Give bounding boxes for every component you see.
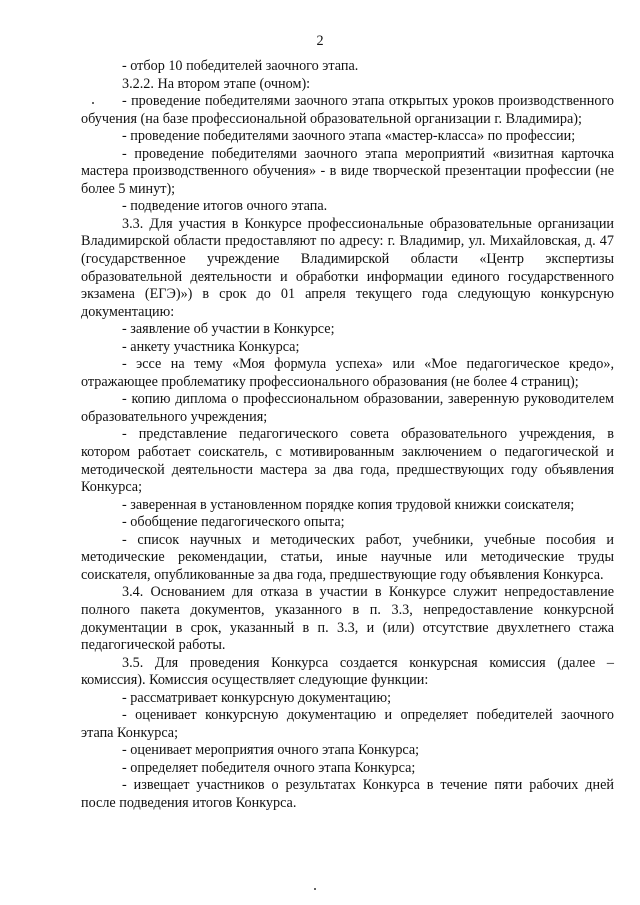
paragraph: - обобщение педагогического опыта; [122, 514, 345, 531]
paragraph: - заверенная в установленном порядке копия трудовой книжки соискателя; [122, 496, 575, 513]
paragraph: 3.4. Основанием для отказа в участии в Конкурсе служит непредоставление полного пакета документов, указанного в п. 3.3, непредоставление конкурсной документации в срок, указанный в п. 3.3, и (или) отсутствие двухлетнего стажа педагогической работы. [81, 584, 614, 654]
paragraph: - оценивает конкурсную документацию и определяет победителей заочного этапа Конкурса; [81, 707, 614, 741]
scan-speck [314, 888, 316, 890]
paragraph: - копию диплома о профессиональном образовании, заверенную руководителем образовательного учреждения; [81, 391, 614, 425]
scan-speck [92, 102, 94, 104]
paragraph: - список научных и методических работ, учебники, учебные пособия и методические рекомендации, статьи, иные научные или методические труды соискателя, опубликованные за два года, предшествующие году объявления Конкурса. [81, 531, 614, 583]
paragraph: - проведение победителями заочного этапа мероприятий «визитная карточка мастера производственного обучения» - в виде творческой презентации профессии (не более 5 минут); [81, 145, 614, 197]
paragraph: - рассматривает конкурсную документацию; [122, 689, 392, 706]
paragraph: - проведение победителями заочного этапа открытых уроков производственного обучения (на базе профессиональной образовательной организации г. Владимира); [81, 93, 614, 127]
document-body [81, 58, 614, 813]
paragraph: - определяет победителя очного этапа Конкурса; [122, 759, 416, 776]
paragraph: - эссе на тему «Моя формула успеха» или «Мое педагогическое кредо», отражающее проблематику профессионального образования (не более 4 страниц); [81, 356, 614, 390]
page-number: 2 [316, 33, 324, 49]
paragraph: - отбор 10 победителей заочного этапа. [122, 58, 359, 74]
paragraph: 3.5. Для проведения Конкурса создается конкурсная комиссия (далее – комиссия). Комиссия осуществляет следующие функции: [81, 654, 614, 689]
paragraph: 3.2.2. На втором этапе (очном): [122, 75, 311, 92]
paragraph: - оценивает мероприятия очного этапа Конкурса; [122, 742, 420, 759]
paragraph: - извещает участников о результатах Конкурса в течение пяти рабочих дней после подведения итогов Конкурса. [81, 777, 614, 811]
paragraph: - заявление об участии в Конкурсе; [122, 321, 335, 338]
paragraph: - анкету участника Конкурса; [122, 338, 300, 355]
paragraph: - подведение итогов очного этапа. [122, 198, 328, 215]
paragraph: - представление педагогического совета образовательного учреждения, в котором работает соискатель, с мотивированным заключением о педагогической и методической деятельности мастера за два года, предшествующих году объявления Конкурса; [81, 426, 614, 496]
paragraph: 3.3. Для участия в Конкурсе профессиональные образовательные организации Владимирской области предоставляют по адресу: г. Владимир, ул. Михайловская, д. 47 (государственное учреждение Владимирской области «Центр экспертизы образовательной деятельности и обработки информации единого государственного экзамена (ЕГЭ)») в срок до 01 апреля текущего года следующую конкурсную документацию: [81, 215, 614, 320]
paragraph: - проведение победителями заочного этапа «мастер-класса» по профессии; [122, 128, 576, 145]
